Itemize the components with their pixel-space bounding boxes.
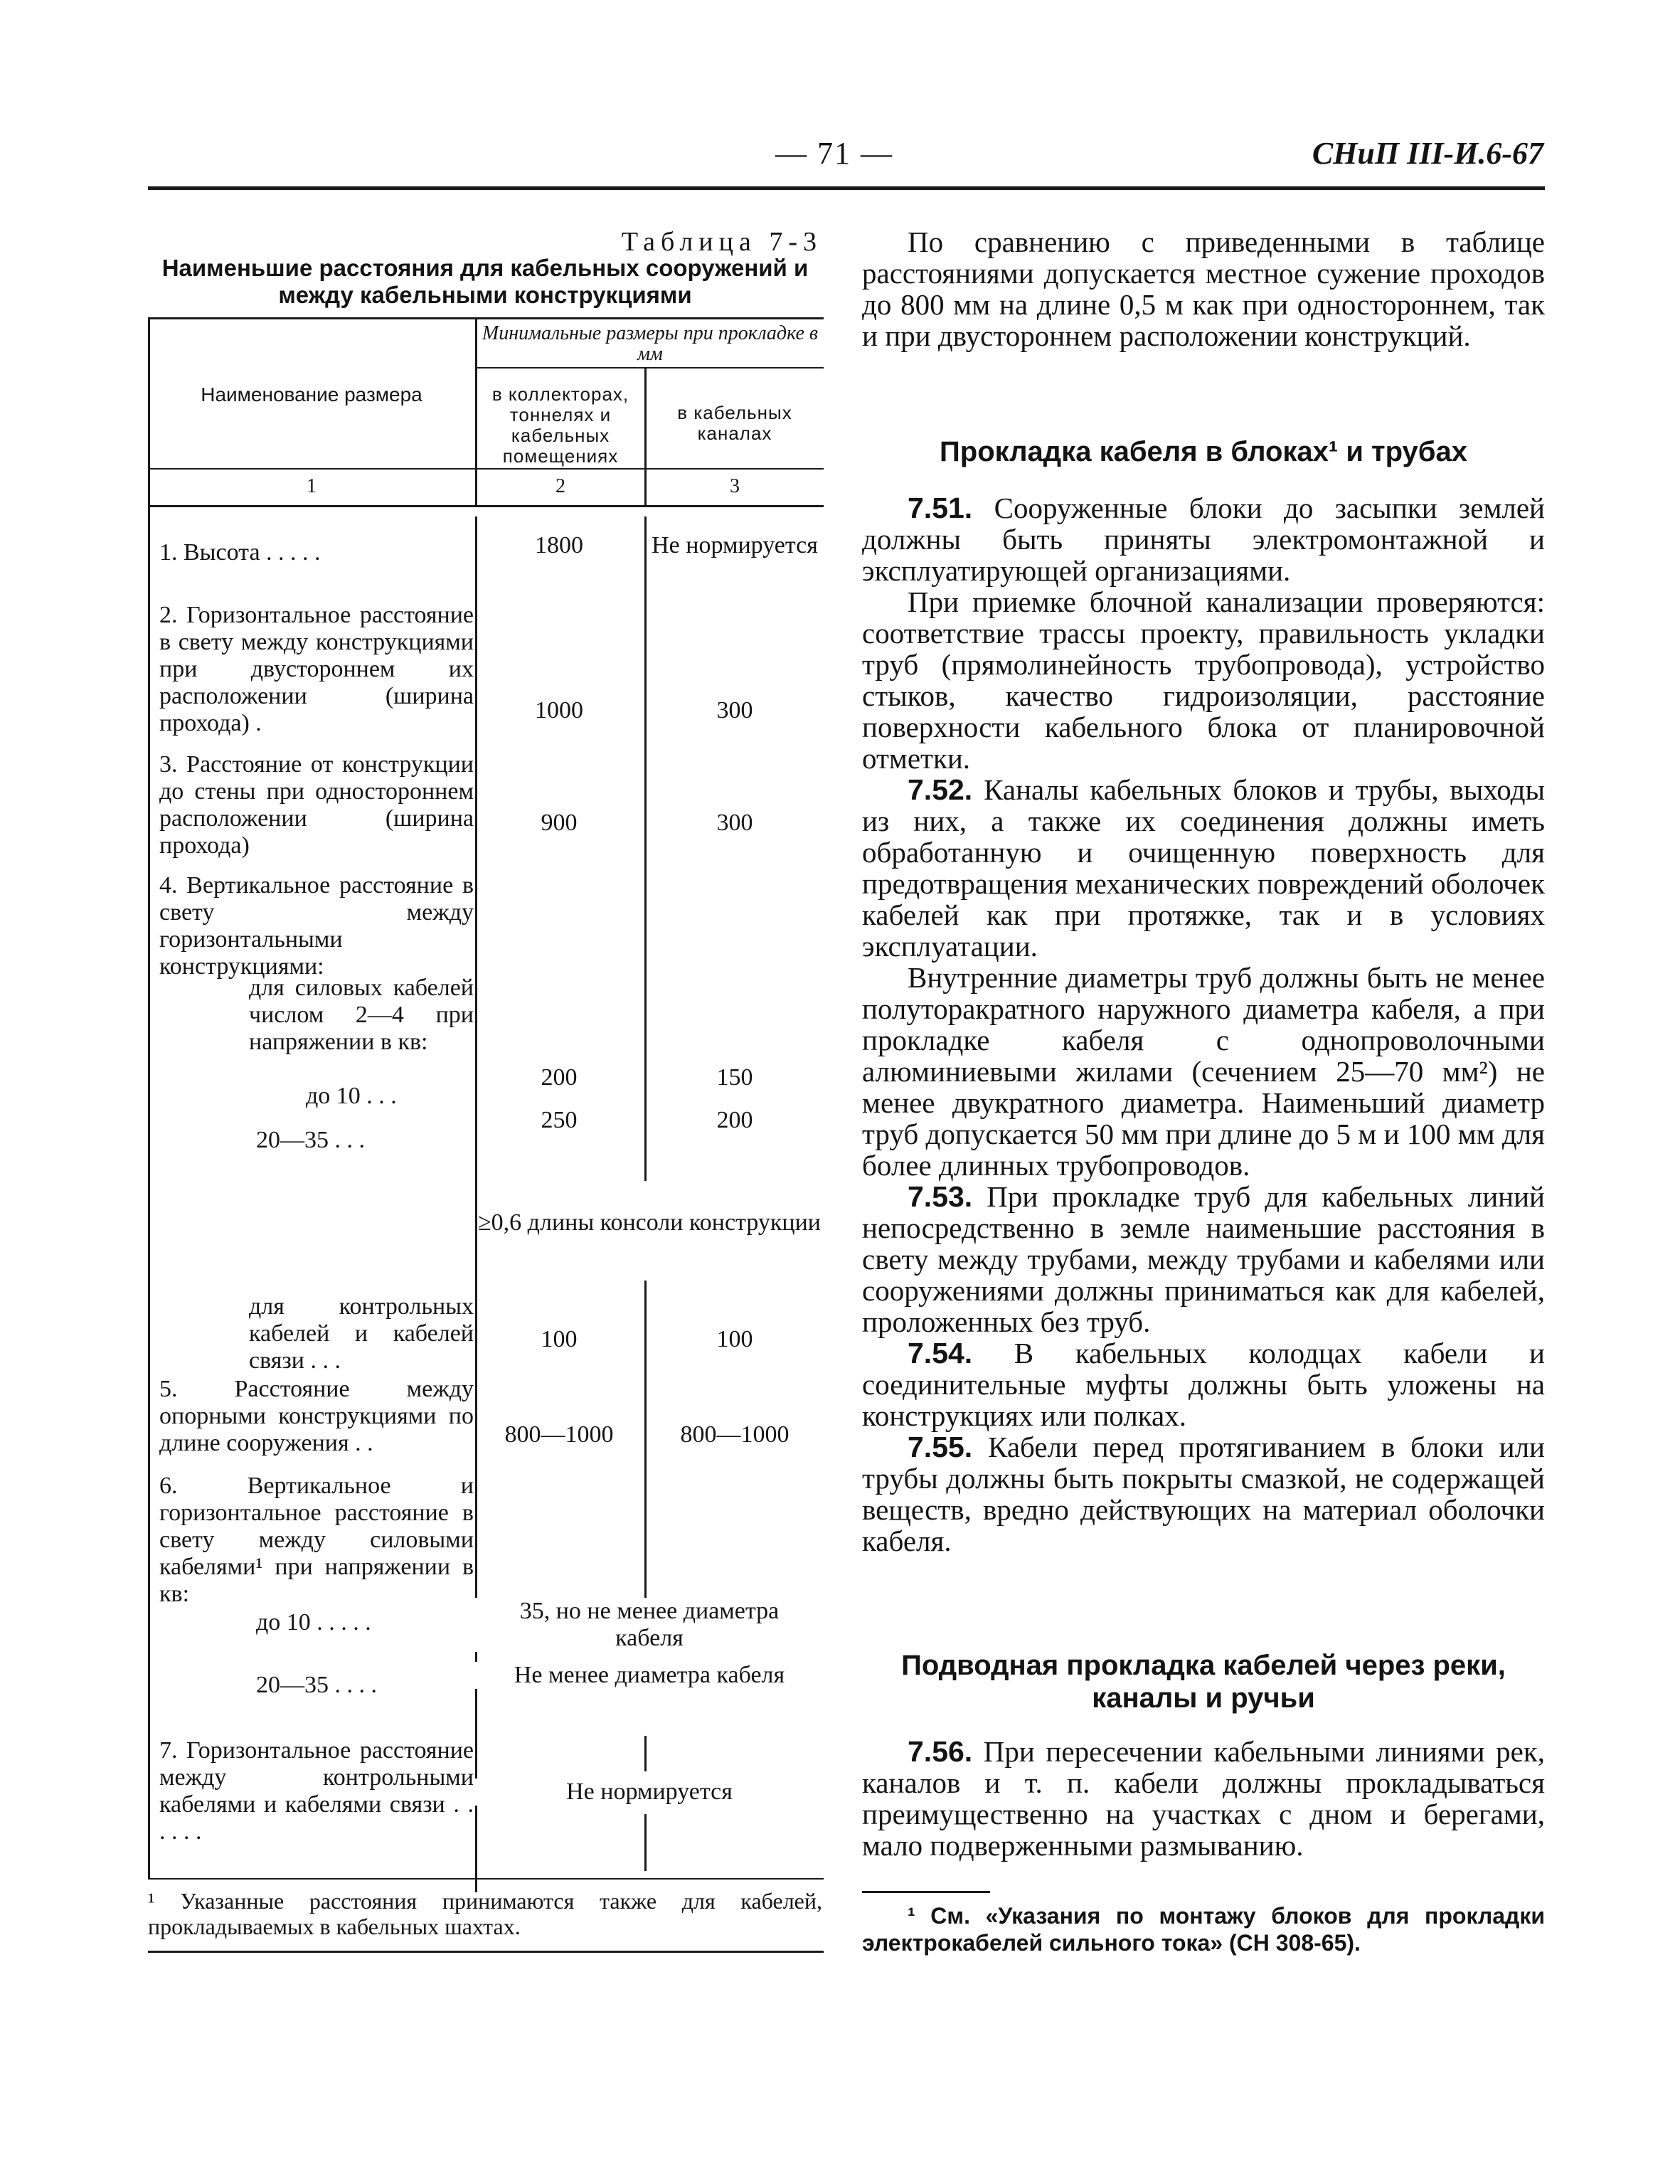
table-label: Таблица 7-3 <box>621 227 822 257</box>
row-4-sub-1a-col-a: 200 <box>541 1064 578 1091</box>
row-6-sub-1-name: до 10 . . . . . <box>256 1609 371 1636</box>
row-4-sub-3-col-b: 100 <box>716 1326 753 1352</box>
col-name-header: Наименование размера <box>201 383 422 405</box>
paragraph-number: 7.54. <box>908 1337 973 1369</box>
row-2-name: 2. Горизонтальное расстояние в свету между конструкциями при двустороннем их расположении (ширина прохода) . <box>159 602 474 736</box>
col-rule-b-header <box>644 367 647 507</box>
col-a-header: в коллекторах, тоннелях и кабельных помещениях <box>491 383 629 467</box>
table-footnote: ¹ Указанные расстояния принимаются также для кабелей, прокладываемых в кабельных шахтах. <box>148 1888 822 1939</box>
row-3-col-b: 300 <box>716 810 753 836</box>
paragraph-text: При прокладке труб для кабельных линий непосредственно в земле наименьшие расстояния в свету между трубами, между трубами и кабелями или сооружениями должны приниматься как для кабелей, проложенных без труб. <box>862 1180 1546 1338</box>
paragraph-number: 7.51. <box>908 492 973 524</box>
paragraph-text: Кабели перед протягиванием в блоки или трубы должны быть покрыты смазкой, не содержащей веществ, вредно действующих на материал оболочки кабеля. <box>862 1431 1545 1557</box>
paragraph-text: Сооруженные блоки до засыпки землей должны быть приняты электромонтажной и эксплуатирующей организациями. <box>862 492 1545 587</box>
row-4-sub-3-name: для контрольных кабелей и кабелей связи . . . <box>249 1293 474 1374</box>
row-4-sub-1a-name: до 10 . . . <box>306 1083 397 1109</box>
row-4-sub-1a-col-b: 150 <box>716 1064 753 1091</box>
paragraph-text: При пересечении кабельными линиями рек, каналов и т. п. кабели должны прокладываться преимущественно на участках с дном и берегами, мало подверженными размыванию. <box>862 1735 1546 1862</box>
paragraph-text: В кабельных колодцах кабели и соединительные муфты должны быть уложены на конструкциях или полках. <box>862 1337 1545 1432</box>
table-caption: Наименьшие расстояния для кабельных сооружений и между кабельными конструкциями <box>161 255 809 308</box>
paragraph-7-53 <box>862 1181 1545 1337</box>
col-number-1: 1 <box>307 475 317 497</box>
row-4-sub-2-value: ≥0,6 длины консоли конструкции <box>478 1209 821 1236</box>
row-4-sub-1-name: для силовых кабелей числом 2—4 при напряжении в кв: <box>249 975 474 1055</box>
row-4-name: 4. Вертикальное расстояние в свету между горизонтальными конструкциями: <box>159 872 474 980</box>
paragraph-7-52-cont: Внутренние диаметры труб должны быть не менее полуторакратного наружного диаметра кабеля, а при прокладке кабеля с однопроволочными алюминиевыми жилами (сечением 25—70 мм²) не менее двукратного диаметра. Наименьший диаметр труб допускается 50 мм при длине до 5 м и 100 мм для более длинных трубопроводов. <box>862 961 1545 1182</box>
section-heading-blocks: Прокладка кабеля в блоках¹ и трубах <box>940 436 1467 467</box>
paragraph-7-54 <box>862 1337 1545 1431</box>
col-b-header: в кабельных каналах <box>677 402 792 444</box>
col-rule-a-header <box>475 317 477 507</box>
section-heading-underwater: Подводная прокладка кабелей через реки, каналы и ручьи <box>901 1650 1506 1714</box>
header-rule-2 <box>148 505 824 507</box>
row-1-name: 1. Высота . . . . . <box>159 539 321 566</box>
page-number: — 71 — <box>775 136 893 171</box>
body-text <box>862 492 1545 1557</box>
row-7-name: 7. Горизонтальное расстояние между контрольными кабелями и кабелями связи . . . . . . <box>159 1737 474 1845</box>
group-rule <box>475 367 824 369</box>
paragraph-7-56 <box>862 1736 1545 1861</box>
row-2-col-a: 1000 <box>535 697 583 723</box>
paragraph-text: Каналы кабельных блоков и трубы, выходы из них, а также их соединения должны иметь обработанную и очищенную поверхность для предотвращения механических повреждений оболочек кабелей как при протяжке, так и в условиях эксплуатации. <box>862 773 1545 963</box>
paragraph-number: 7.52. <box>908 773 973 806</box>
row-7-value: Не нормируется <box>475 1779 824 1806</box>
footnote-bottom-rule <box>148 1951 824 1953</box>
header-rule-1 <box>148 468 824 470</box>
row-4-sub-1b-name: 20—35 . . . <box>256 1127 365 1153</box>
row-5-name: 5. Расстояние между опорными конструкциями по длине сооружения . . <box>159 1376 474 1456</box>
group-header: Минимальные размеры при прокладке в мм <box>482 322 819 365</box>
table-bottom-rule <box>148 1878 824 1880</box>
col-rule-b-body-4 <box>644 1814 647 1871</box>
paragraph-number: 7.56. <box>908 1735 973 1768</box>
row-5-col-a: 800—1000 <box>504 1421 614 1448</box>
table-top-rule <box>148 317 824 319</box>
col-number-2: 2 <box>555 475 565 497</box>
intro-text: По сравнению с приведенными в таблице расстояниями допускается местное сужение проходов до 800 мм на длине 0,5 м как при одностороннем, так и при двустороннем расположении конструкций. <box>862 226 1545 352</box>
row-6-name: 6. Вертикальное и горизонтальное расстояние в свету между силовыми кабелями¹ при напряжении в кв: <box>159 1473 474 1607</box>
right-footnote: ¹ См. «Указания по монтажу блоков для прокладки электрокабелей сильного тока» (СН 308-65). <box>862 1903 1545 1956</box>
row-3-col-a: 900 <box>541 810 578 836</box>
row-4-sub-3-col-a: 100 <box>541 1326 578 1352</box>
paragraph-number: 7.53. <box>908 1180 973 1213</box>
row-1-col-b: Не нормируется <box>652 532 818 558</box>
row-3-name: 3. Расстояние от конструкции до стены при одностороннем расположении (ширина прохода) <box>159 751 474 859</box>
body-text-2 <box>862 1736 1545 1861</box>
table-left-rule <box>148 317 150 1880</box>
row-2-col-b: 300 <box>716 697 753 723</box>
paragraph-7-51-cont: При приемке блочной канализации проверяются: соответствие трассы проекту, правильность укладки труб (прямолинейность трубопровода), устройство стыков, качество гидроизоляции, расстояние поверхности кабельного блока от планировочной отметки. <box>862 585 1545 775</box>
row-5-col-b: 800—1000 <box>680 1421 790 1448</box>
paragraph-number: 7.55. <box>908 1431 973 1463</box>
footnote-rule <box>862 1891 990 1893</box>
document-code: СНиП III-И.6-67 <box>1312 136 1543 171</box>
row-1-col-a: 1800 <box>535 532 583 558</box>
header-rule <box>148 186 1545 190</box>
paragraph-7-55 <box>862 1431 1545 1557</box>
row-6-sub-1-value: 35, но не менее диаметра кабеля <box>475 1598 824 1652</box>
col-rule-b-body-3 <box>644 1736 647 1771</box>
paragraph-7-52 <box>862 774 1545 962</box>
intro-paragraph <box>862 226 1545 351</box>
row-6-sub-2-name: 20—35 . . . . <box>256 1672 377 1698</box>
paragraph-7-51 <box>862 492 1545 586</box>
row-6-sub-2-value: Не менее диаметра кабеля <box>475 1662 824 1689</box>
row-4-sub-1b-col-b: 200 <box>716 1107 753 1133</box>
row-4-sub-1b-col-a: 250 <box>541 1107 578 1133</box>
col-number-3: 3 <box>730 475 740 497</box>
